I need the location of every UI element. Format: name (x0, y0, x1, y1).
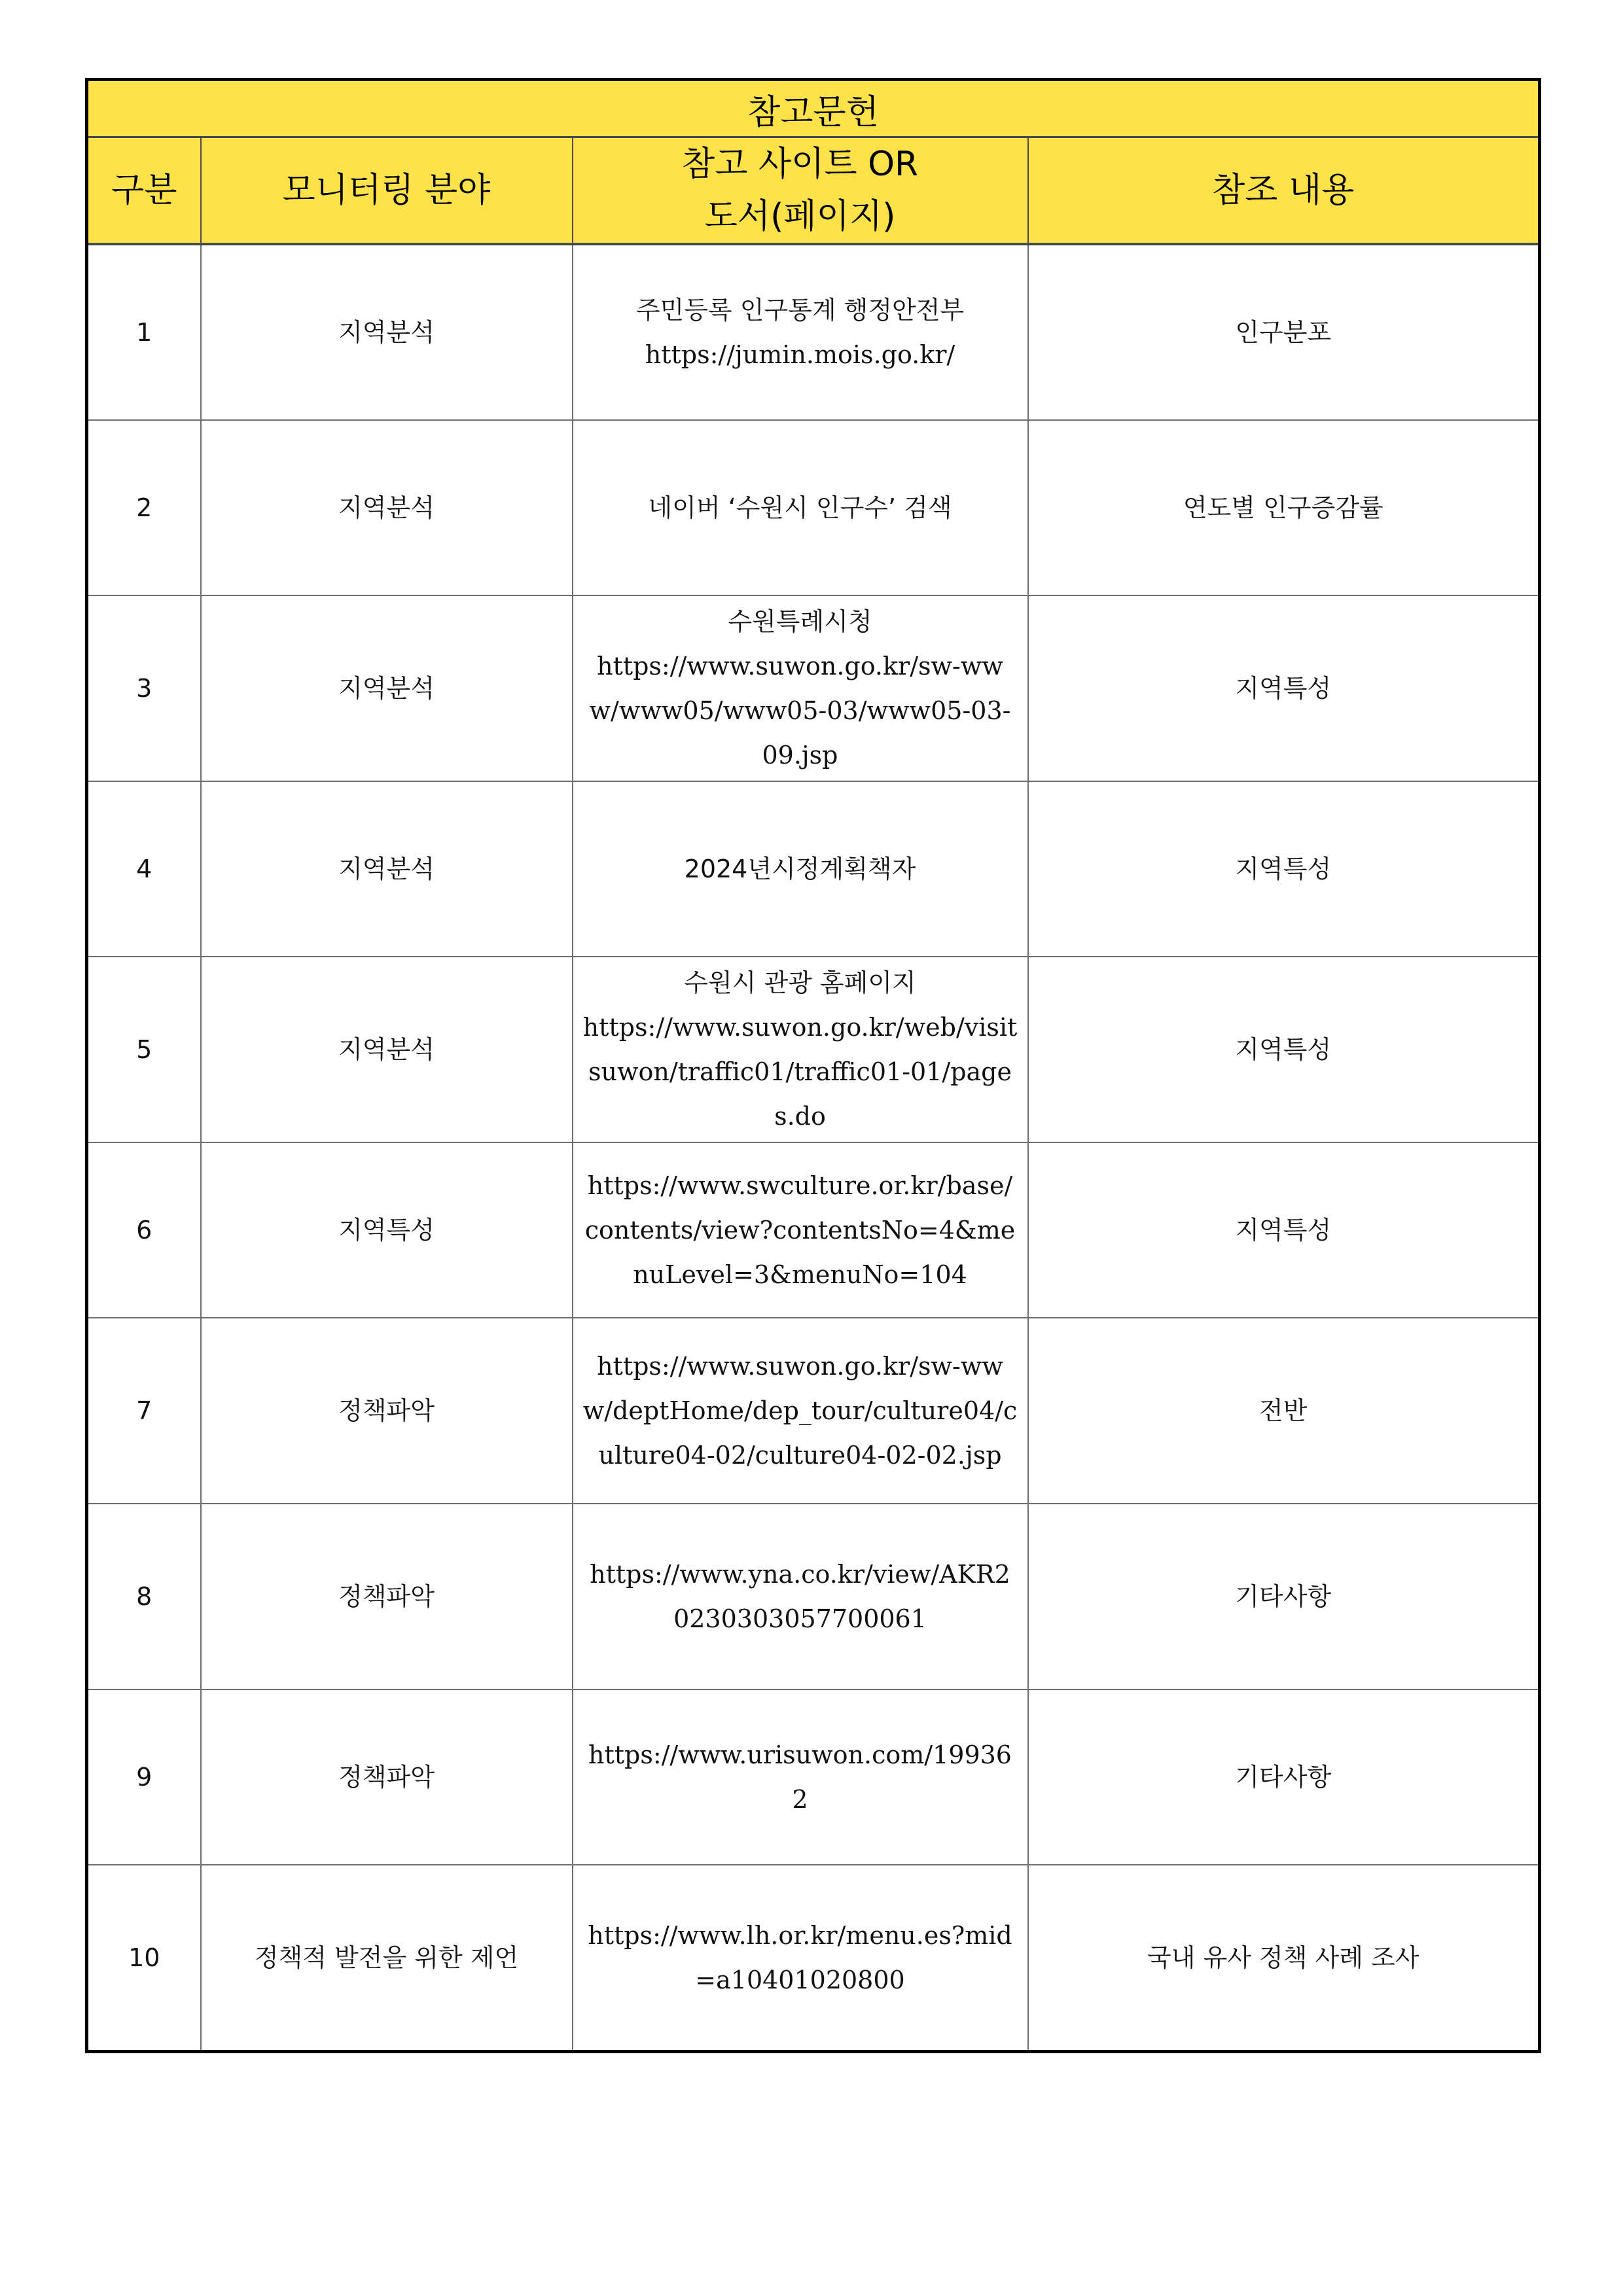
row-number: 5 (87, 957, 201, 1142)
row-site (573, 1318, 1028, 1504)
row-site (573, 595, 1028, 781)
row-field: 정책파악 (201, 1504, 573, 1689)
table-row (87, 957, 1540, 1142)
table-header-row (87, 137, 1540, 245)
row-number: 7 (87, 1318, 201, 1504)
row-site (573, 1689, 1028, 1865)
row-site (573, 244, 1028, 420)
table-row (87, 1689, 1540, 1865)
row-site (573, 1865, 1028, 2052)
row-content: 지역특성 (1028, 957, 1540, 1142)
row-site-link[interactable]: https://www.suwon.go.kr/sw-www/www05/www05-03/www05-03-09.jsp (589, 652, 1011, 769)
row-site-link[interactable]: https://www.suwon.go.kr/web/visitsuwon/traffic01/traffic01-01/pages.do (582, 1013, 1018, 1131)
row-field: 지역분석 (201, 781, 573, 957)
row-content: 지역특성 (1028, 595, 1540, 781)
row-number: 9 (87, 1689, 201, 1865)
row-site-link[interactable]: https://www.yna.co.kr/view/AKR20230303057700061 (590, 1560, 1010, 1633)
row-number: 4 (87, 781, 201, 957)
row-content: 지역특성 (1028, 1142, 1540, 1318)
row-number: 3 (87, 595, 201, 781)
row-site-line: 네이버 ‘수원시 인구수’ 검색 (648, 493, 952, 522)
table-title-row (87, 80, 1540, 137)
row-field: 지역분석 (201, 957, 573, 1142)
table-row (87, 781, 1540, 957)
row-site-link[interactable]: https://jumin.mois.go.kr/ (645, 340, 955, 369)
row-number: 6 (87, 1142, 201, 1318)
table-row (87, 1865, 1540, 2052)
row-field: 정책적 발전을 위한 제언 (201, 1865, 573, 2052)
header-content: 참조 내용 (1028, 137, 1540, 245)
row-site-line: 2024년시정계획책자 (684, 855, 916, 883)
row-site-line: 수원시 관광 홈페이지 (684, 968, 916, 997)
row-field: 정책파악 (201, 1689, 573, 1865)
reference-table (85, 78, 1541, 2053)
table-row (87, 1504, 1540, 1689)
row-content: 인구분포 (1028, 244, 1540, 420)
row-site (573, 781, 1028, 957)
table-row (87, 595, 1540, 781)
header-site-line1: 참고 사이트 OR (681, 145, 919, 184)
row-content: 전반 (1028, 1318, 1540, 1504)
row-content: 국내 유사 정책 사례 조사 (1028, 1865, 1540, 2052)
header-site-line2: 도서(페이지) (704, 197, 896, 236)
row-content: 연도별 인구증감률 (1028, 420, 1540, 595)
row-field: 지역분석 (201, 595, 573, 781)
table-title: 참고문헌 (87, 80, 1540, 137)
row-number: 2 (87, 420, 201, 595)
row-field: 정책파악 (201, 1318, 573, 1504)
row-number: 1 (87, 244, 201, 420)
row-site (573, 957, 1028, 1142)
row-site-link[interactable]: https://www.swculture.or.kr/base/contents/view?contentsNo=4&menuLevel=3&menuNo=104 (584, 1171, 1016, 1289)
row-site-link[interactable]: https://www.lh.or.kr/menu.es?mid=a10401020800 (588, 1921, 1012, 1994)
row-site-line: 수원특례시청 (728, 607, 872, 636)
header-field: 모니터링 분야 (201, 137, 573, 245)
row-site-link[interactable]: https://www.suwon.go.kr/sw-www/deptHome/dep_tour/culture04/culture04-02/culture04-02-02.jsp (582, 1352, 1018, 1470)
row-number: 10 (87, 1865, 201, 2052)
row-site-line: 주민등록 인구통계 행정안전부 (635, 296, 965, 325)
row-site-link[interactable]: https://www.urisuwon.com/199362 (588, 1740, 1012, 1814)
row-field: 지역분석 (201, 244, 573, 420)
row-content: 기타사항 (1028, 1504, 1540, 1689)
row-content: 지역특성 (1028, 781, 1540, 957)
row-site (573, 1504, 1028, 1689)
row-field: 지역분석 (201, 420, 573, 595)
table-row (87, 1142, 1540, 1318)
table-row (87, 244, 1540, 420)
row-site (573, 420, 1028, 595)
row-field: 지역특성 (201, 1142, 573, 1318)
table-row (87, 420, 1540, 595)
row-number: 8 (87, 1504, 201, 1689)
row-site (573, 1142, 1028, 1318)
row-content: 기타사항 (1028, 1689, 1540, 1865)
header-number: 구분 (87, 137, 201, 245)
header-site (573, 137, 1028, 245)
table-row (87, 1318, 1540, 1504)
